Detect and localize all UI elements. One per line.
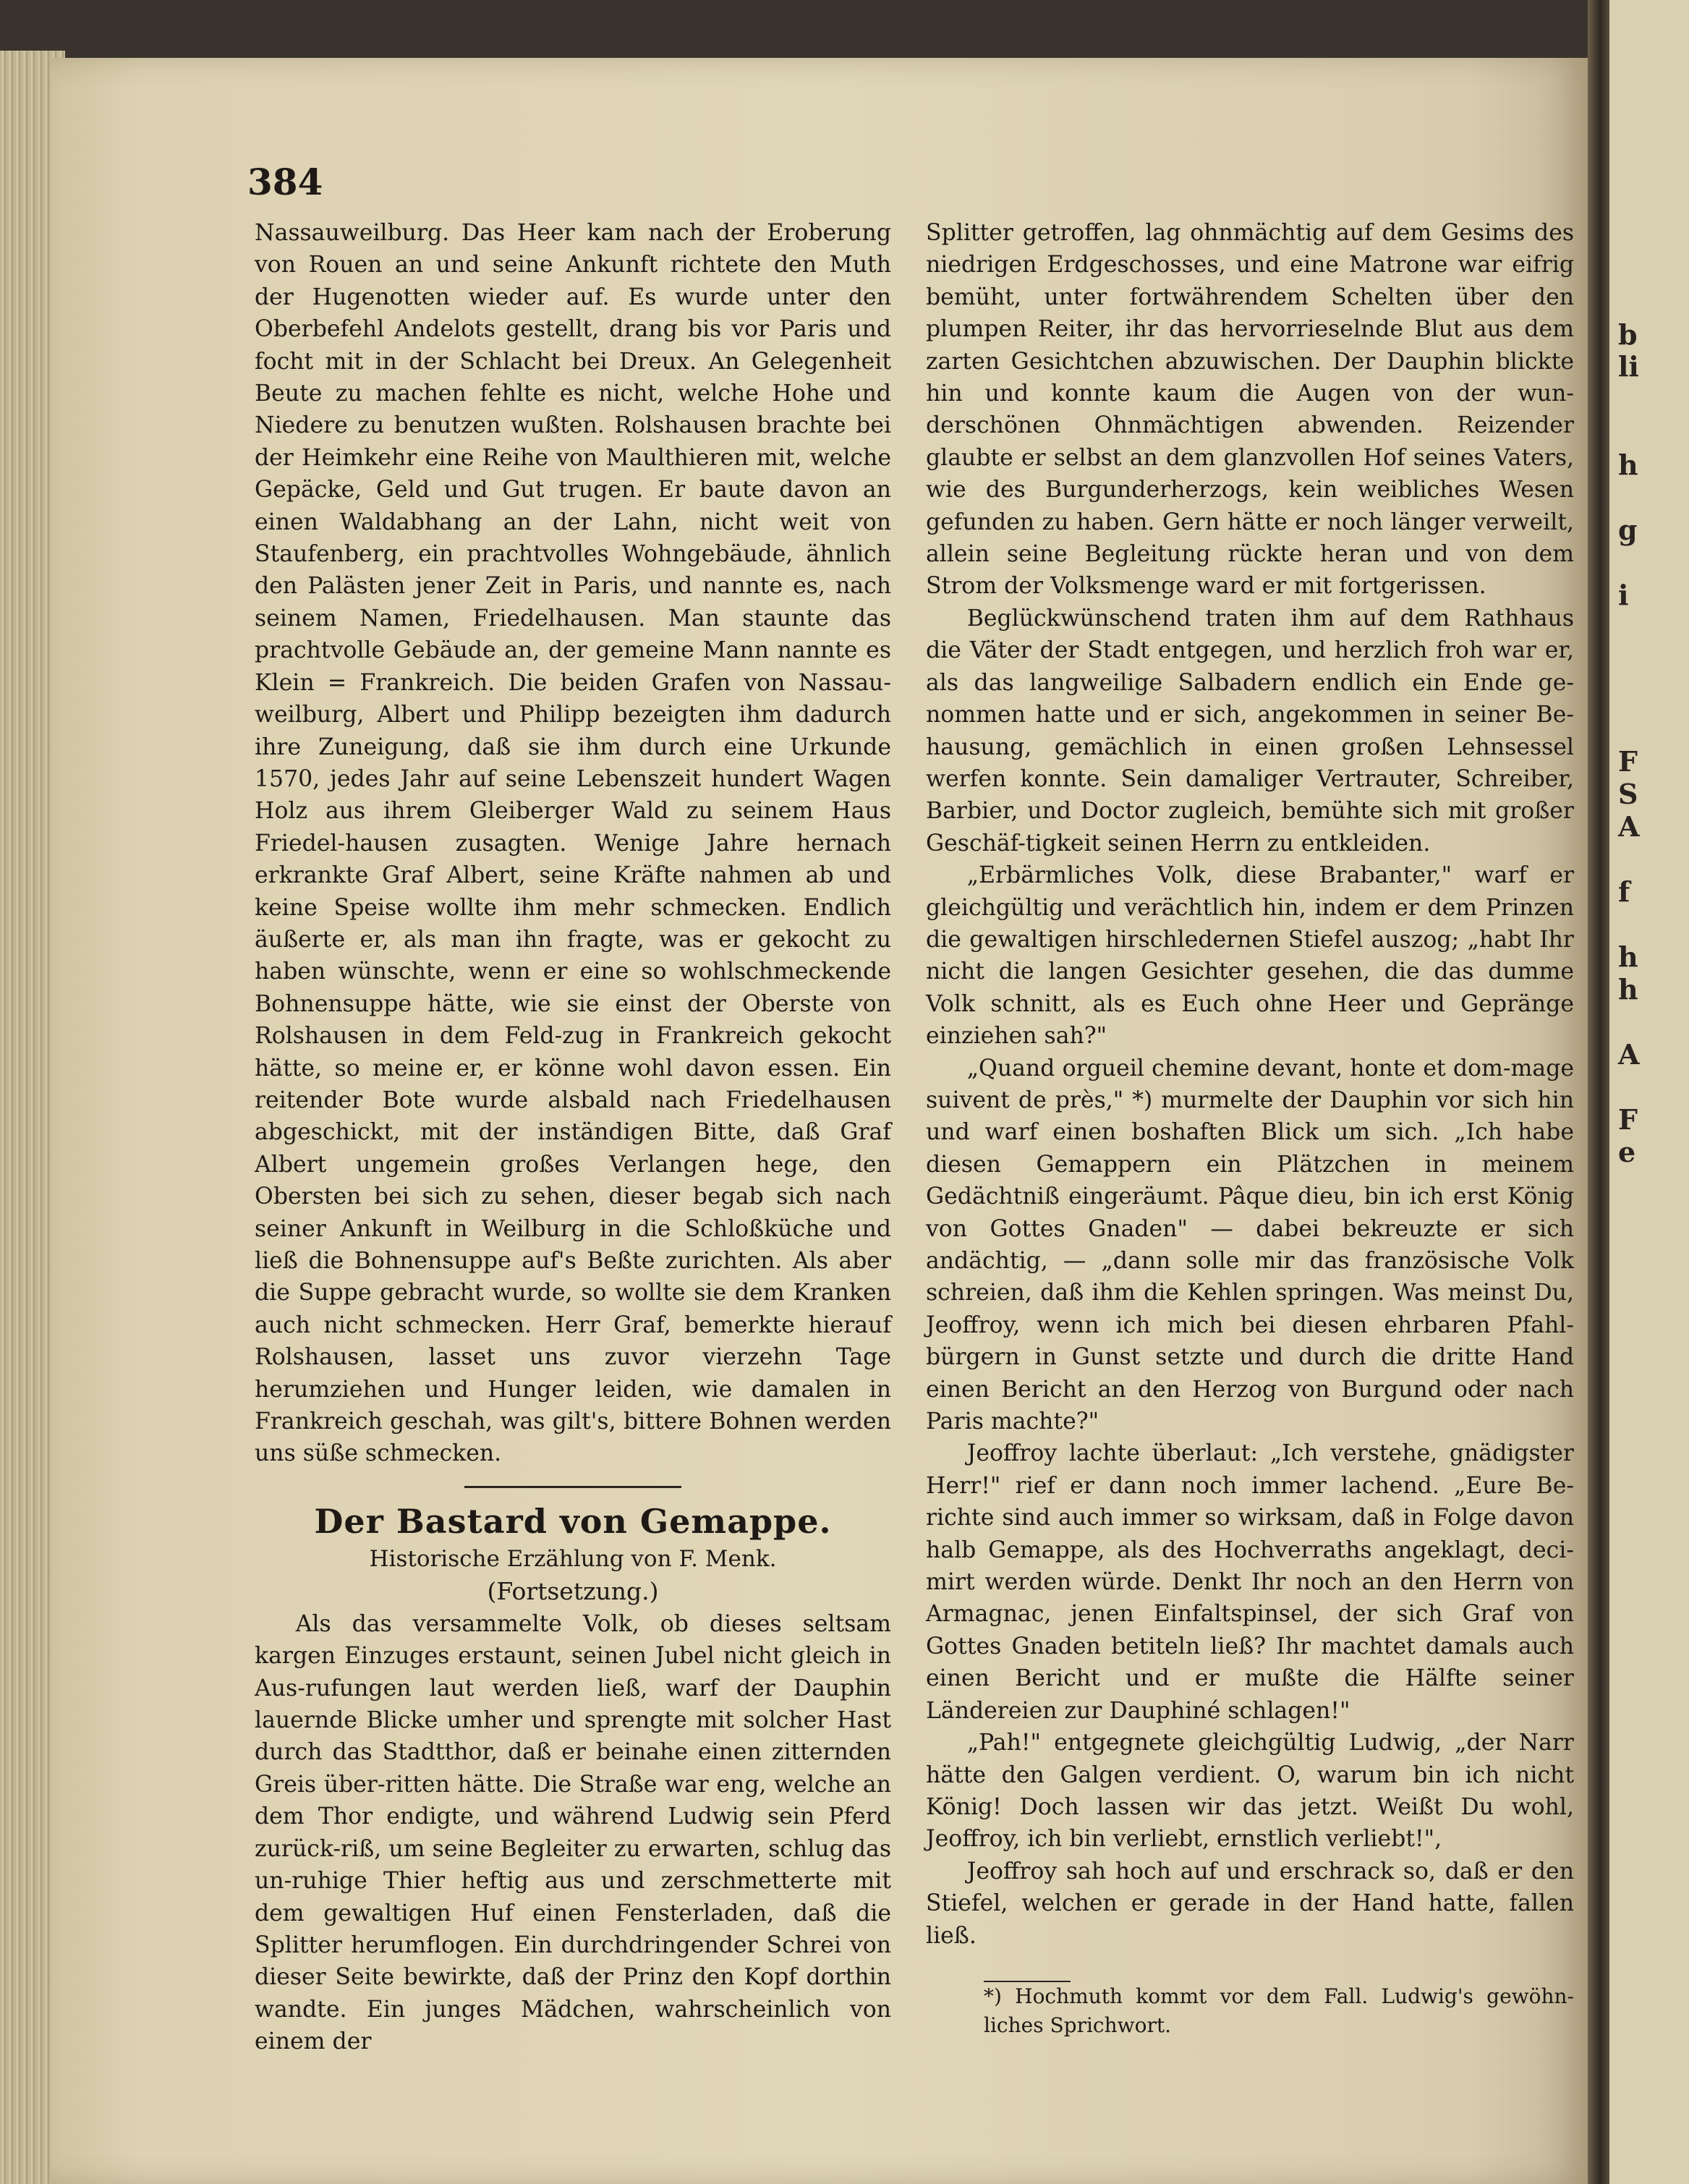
next-page-edge <box>1609 0 1689 2184</box>
next-page-fragment: F <box>1618 1103 1638 1136</box>
next-page-fragment: g <box>1618 514 1638 546</box>
paragraph: „Pah!" entgegnete gleichgültig Ludwig, „der Narr hätte den Galgen verdient. O, warum bin ich nicht König! Doch lassen wir das jetzt. Weißt Du wohl, Jeoffroy, ich bin verliebt, ernstlich verliebt!", <box>926 1730 1574 1853</box>
story-subtitle: Historische Erzählung von F. Menk. <box>369 1545 777 1572</box>
right-column <box>926 217 1574 2040</box>
continuation-label: (Fortsetzung.) <box>487 1576 659 1605</box>
next-page-fragment: A <box>1618 810 1640 843</box>
next-page-fragment: e <box>1618 1136 1636 1168</box>
next-page-fragment: F <box>1618 745 1638 778</box>
paragraph: Jeoffroy lachte überlaut: „Ich verstehe, gnädigster Herr!" rief er dann noch immer lachend. „Eure Be-richte sind auch immer so wirksam, daß in Folge davon halb Gemappe, als des Hochverraths angeklagt, deci-mirt werden würde. Denkt Ihr noch an den Herrn von Armagnac, jenen Einfaltspinsel, der sich Graf von Gottes Gnaden betiteln ließ? Ihr machtet damals auch einen Bericht und er mußte die Hälfte seiner Ländereien zur Dauphiné schlagen!" <box>926 1440 1574 1724</box>
next-page-fragment: A <box>1618 1038 1640 1071</box>
page-number: 384 <box>247 161 323 203</box>
story-title: Der Bastard von Gemappe. <box>314 1501 832 1541</box>
next-page-fragment: h <box>1618 449 1638 481</box>
next-page-fragment: h <box>1618 940 1638 973</box>
section-divider <box>464 1486 681 1488</box>
next-page-fragment: li <box>1618 350 1639 383</box>
footnote: *) Hochmuth kommt vor dem Fall. Ludwig's gewöhn-liches Sprichwort. <box>984 1984 1574 2037</box>
next-page-fragment: f <box>1618 875 1630 908</box>
paragraph: Als das versammelte Volk, ob dieses seltsam kargen Einzuges erstaunt, seinen Jubel nicht gleich in Aus-rufungen laut werden ließ, warf der Dauphin lauernde Blicke umher und sprengte mit solcher Hast durch das Stadtthor, daß er beinahe einen zitternden Greis über-ritten hätte. Die Straße war eng, welche an dem Thor endigte, und während Ludwig sein Pferd zurück-riß, um seine Begleiter zu erwarten, schlug das un-ruhige Thier heftig aus und zerschmetterte mit dem gewaltigen Huf einen Fensterladen, daß die Splitter herumflogen. Ein durchdringender Schrei von dieser Seite bewirkte, daß der Prinz den Kopf dorthin wandte. Ein junges Mädchen, wahrscheinlich von einem der <box>255 1610 891 2055</box>
paragraph: „Quand orgueil chemine devant, honte et dom-mage suivent de près," *) murmelte der Dauphin vor sich hin und warf einen boshaften Blick um sich. „Ich habe diesen Gemappern ein Plätzchen in meinem Gedächtniß eingeräumt. Pâque dieu, bin ich erst König von Gottes Gnaden" — dabei bekreuzte er sich andächtig, — „dann solle mir das französische Volk schreien, daß ihm die Kehlen springen. Was meinst Du, Jeoffroy, wenn ich mich bei diesen ehrbaren Pfahl-bürgern in Gunst setzte und durch die dritte Hand einen Bericht an den Herzog von Burgund oder nach Paris machte?" <box>926 1055 1574 1435</box>
left-column <box>255 217 891 2058</box>
paragraph: Jeoffroy sah hoch auf und erschrack so, daß er den Stiefel, welchen er gerade in der Hand hatte, fallen ließ. <box>926 1858 1574 1949</box>
next-page-fragment: i <box>1618 579 1629 611</box>
next-page-fragment: h <box>1618 973 1638 1006</box>
paragraph: „Erbärmliches Volk, diese Brabanter," warf er gleichgültig und verächtlich hin, indem er dem Prinzen die gewaltigen hirschledernen Stiefel auszog; „habt Ihr nicht die langen Gesichter gesehen, die das dumme Volk schnitt, als es Euch ohne Heer und Gepränge einziehen sah?" <box>926 862 1574 1050</box>
paragraph: Nassauweilburg. Das Heer kam nach der Eroberung von Rouen an und seine Ankunft richtete den Muth der Hugenotten wieder auf. Es wurde unter den Oberbefehl Andelots gestellt, drang bis vor Paris und focht mit in der Schlacht bei Dreux. An Gelegenheit Beute zu machen fehlte es nicht, welche Hohe und Niedere zu benutzen wußten. Rolshausen brachte bei der Heimkehr eine Reihe von Maulthieren mit, welche Gepäcke, Geld und Gut trugen. Er baute davon an einen Waldabhang an der Lahn, nicht weit von Staufenberg, ein prachtvolles Wohngebäude, ähnlich den Palästen jener Zeit in Paris, und nannte es, nach seinem Namen, Friedelhausen. Man staunte das prachtvolle Gebäude an, der gemeine Mann nannte es Klein = Frankreich. Die beiden Grafen von Nassau-weilburg, Albert und Philipp bezeigten ihm dadurch ihre Zuneigung, daß sie ihm durch eine Urkunde 1570, jedes Jahr auf seine Lebenszeit hundert Wagen Holz aus ihrem Gleiberger Wald zu seinem Haus Friedel-hausen zusagten. Wenige Jahre hernach erkrankte Graf Albert, seine Kräfte nahmen ab und keine Speise wollte ihm mehr schmecken. Endlich äußerte er, als man ihn fragte, was er gekocht zu haben wünschte, wenn er eine so wohlschmeckende Bohnensuppe hätte, wie sie einst der Oberste von Rolshausen in dem Feld-zug in Frankreich gekocht hätte, so meine er, er könne wohl davon essen. Ein reitender Bote wurde alsbald nach Friedelhausen abgeschickt, mit der inständigen Bitte, daß Graf Albert ungemein großes Verlangen hege, den Obersten bei sich zu sehen, dieser begab sich nach seiner Ankunft in Weilburg in die Schloßküche und ließ die Bohnensuppe auf's Beßte zurichten. Als aber die Suppe gebracht wurde, so wollte sie dem Kranken auch nicht schmecken. Herr Graf, bemerkte hierauf Rolshausen, lasset uns zuvor vierzehn Tage herumziehen und Hunger leiden, wie damalen in Frankreich geschah, was gilt's, bittere Bohnen werden uns süße schmecken. <box>255 220 891 1467</box>
next-page-fragment: b <box>1618 318 1638 351</box>
paragraph: Splitter getroffen, lag ohnmächtig auf dem Gesims des niedrigen Erdgeschosses, und eine Matrone war eifrig bemüht, unter fortwährendem Schelten über den plumpen Reiter, ihr das hervorrieselnde Blut aus dem zarten Gesichtchen abzuwischen. Der Dauphin blickte hin und konnte kaum die Augen von der wun-derschönen Ohnmächtigen abwenden. Reizender glaubte er selbst an dem glanzvollen Hof seines Vaters, wie des Burgunderherzogs, kein weibliches Wesen gefunden zu haben. Gern hätte er noch länger verweilt, allein seine Begleitung rückte heran und von dem Strom der Volksmenge ward er mit fortgerissen. <box>926 220 1574 600</box>
paragraph: Beglückwünschend traten ihm auf dem Rathhaus die Väter der Stadt entgegen, und herzlich froh war er, als das langweilige Salbadern endlich ein Ende ge-nommen hatte und er sich, angekommen in seiner Be-hausung, gemächlich in einen großen Lehnsessel werfen konnte. Sein damaliger Vertrauter, Schreiber, Barbier, und Doctor zugleich, bemühte sich mit großer Geschäf-tigkeit seinen Herrn zu entkleiden. <box>926 605 1574 857</box>
next-page-fragment: S <box>1618 778 1638 810</box>
